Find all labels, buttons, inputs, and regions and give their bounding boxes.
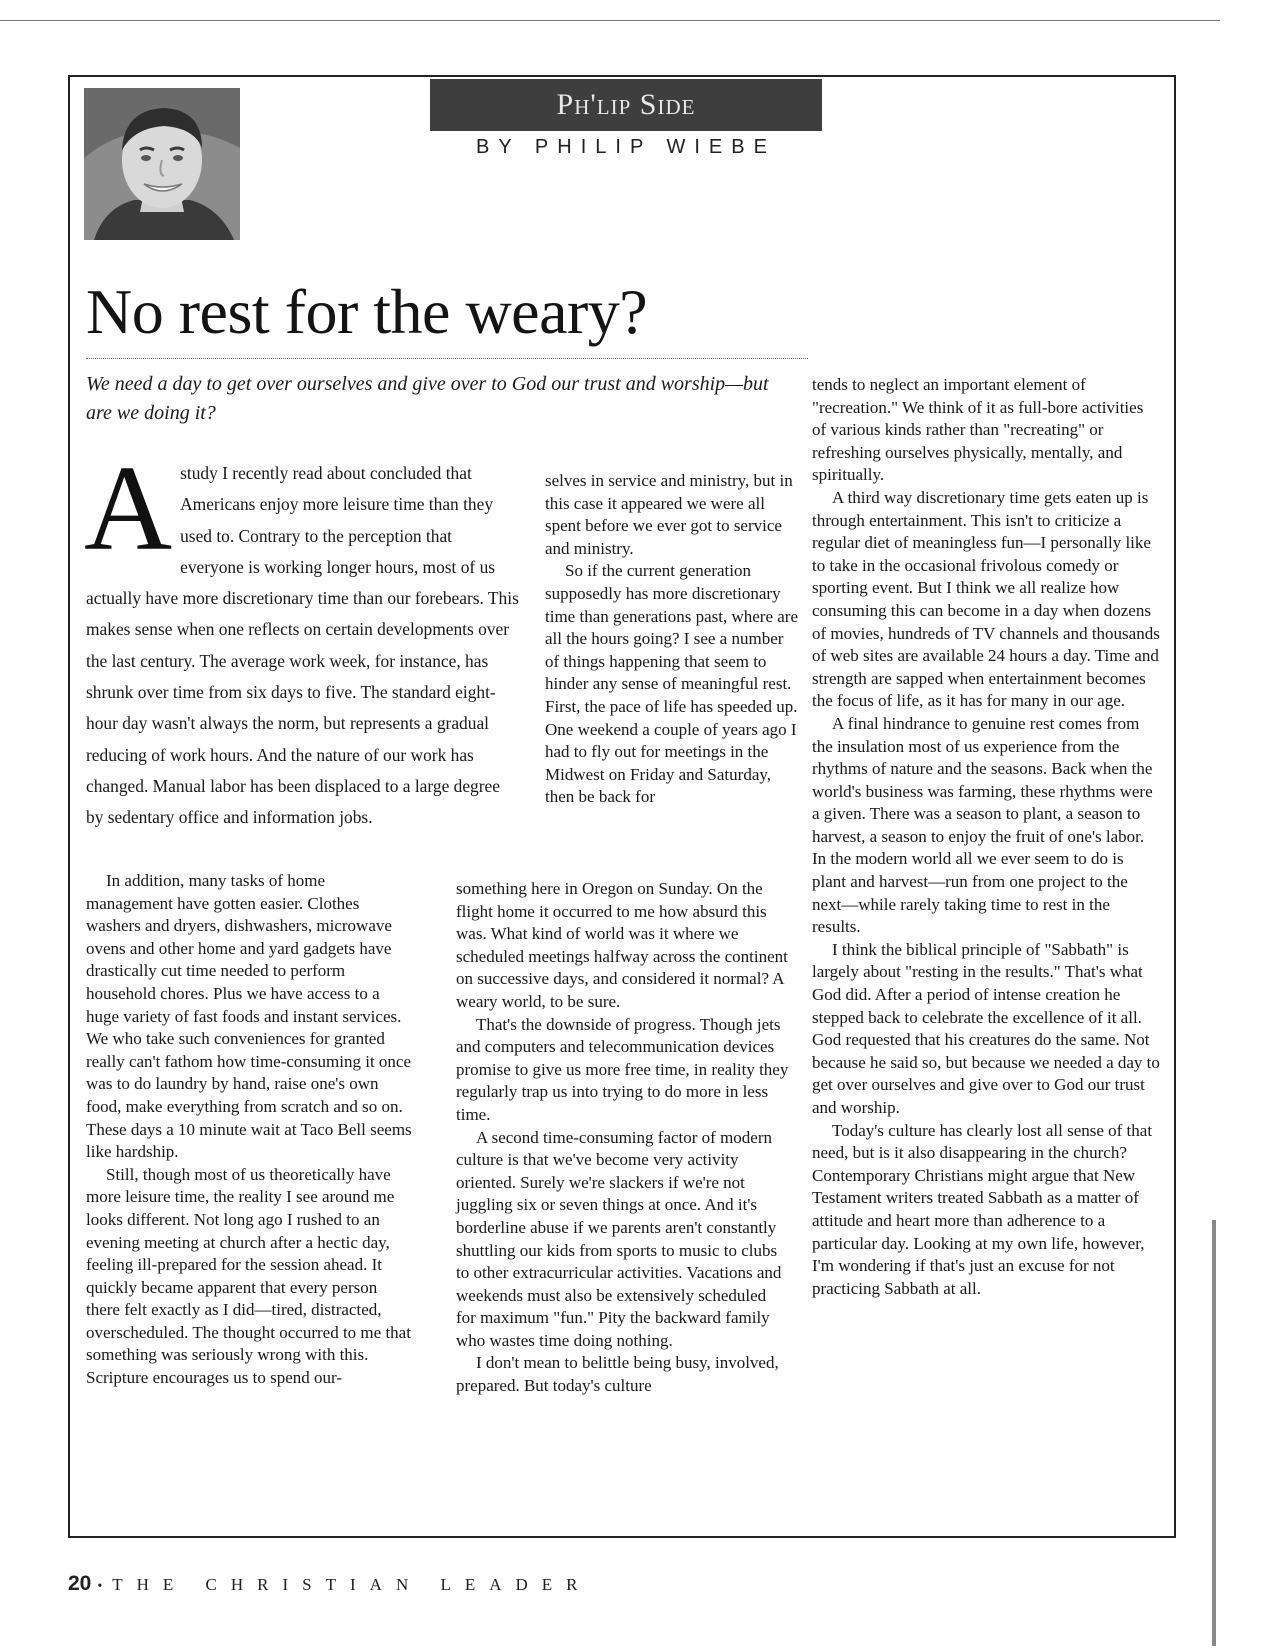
paragraph: Still, though most of us theoretically have more leisure time, the reality I see around me looks different. Not long ago I rushed to an evening meeting at church after a hectic day, feeling ill-prepared for the session ahead. It quickly became apparent that every person there felt exactly as I did—tired, distracted, overscheduled. The thought occurred to me that something was seriously wrong with this. Scripture encourages us to spend our-	[86, 1164, 411, 1388]
deck: We need a day to get over ourselves and give over to God our trust and worship—but are we doing it?	[86, 373, 769, 424]
page-footer	[68, 1572, 592, 1596]
paragraph: A third way discretionary time gets eaten up is through entertainment. This isn't to criticize a regular diet of meaningless fun—I personally like to take in the occasional frivolous comedy or sporting event. But I think we all realize how consuming this can become in a day when dozens of movies, hundreds of TV channels and thousands of web sites are available 24 hours a day. Time and strength are sapped when entertainment becomes the focus of life, as it has for many in our age.	[812, 487, 1160, 711]
paragraph: That's the downside of progress. Though jets and computers and telecommunication devices promise to give us more free time, in reality they regularly trap us into trying to do more in less time.	[456, 1014, 789, 1124]
paragraph: I don't mean to belittle being busy, involved, prepared. But today's culture	[456, 1353, 779, 1396]
author-portrait-icon	[84, 88, 240, 240]
paragraph: selves in service and ministry, but in this case it appeared we were all spent before we ever got to service and ministry.	[545, 471, 793, 558]
scan-edge-shadow	[1212, 1220, 1216, 1646]
dropcap: A	[84, 441, 173, 576]
magazine-name: THE CHRISTIAN LEADER	[112, 1575, 592, 1594]
top-rule	[0, 20, 1220, 21]
column-2-top	[545, 470, 801, 809]
author-photo	[84, 88, 240, 240]
column-1	[86, 870, 412, 1390]
lead-paragraph	[84, 441, 520, 834]
paragraph: something here in Oregon on Sunday. On the flight home it occurred to me how absurd this was. What kind of world was it where we scheduled meetings halfway across the continent on successive days, and considered it normal? A weary world, to be sure.	[456, 879, 788, 1011]
page-number: 20	[68, 1572, 92, 1595]
paragraph: tends to neglect an important element of "recreation." We think of it as full-bore activities of various kinds rather than "recreating" or refreshing ourselves physically, mentally, and spiritually.	[812, 375, 1144, 485]
dotted-divider	[86, 358, 808, 359]
headline: No rest for the weary?	[86, 276, 648, 347]
paragraph: So if the current generation supposedly has more discretionary time than generations past, where are all the hours going? I see a number of things happening that seem to hinder any sense of meaningful rest. First, the pace of life has speeded up. One weekend a couple of years ago I had to fly out for meetings in the Midwest on Friday and Saturday, then be back for	[545, 561, 799, 807]
column-2-bottom	[456, 878, 790, 1398]
byline: BY PHILIP WIEBE	[476, 136, 776, 158]
paragraph: A final hindrance to genuine rest comes from the insulation most of us experience from the rhythms of nature and the seasons. Back when the world's business was farming, these rhythms were a given. There was a season to plant, a season to harvest, a season to enjoy the fruit of one's labor. In the modern world all we ever seem to do is plant and harvest—run from one project to the next—while rarely taking time to rest in the results.	[812, 713, 1153, 937]
paragraph: Today's culture has clearly lost all sense of that need, but is it also disappearing in the church? Contemporary Christians might argue that New Testament writers treated Sabbath as a matter of attitude and heart more than adherence to a particular day. Looking at my own life, however, I'm wondering if that's just an excuse for not practicing Sabbath at all.	[812, 1120, 1153, 1298]
column-3	[812, 374, 1160, 1300]
paragraph: In addition, many tasks of home management have gotten easier. Clothes washers and dryers, dishwashers, microwave ovens and other home and yard gadgets have drastically cut time needed to perform household chores. Plus we have access to a huge variety of fast foods and instant services. We who take such conveniences for granted really can't fathom how time-consuming it once was to do laundry by hand, raise one's own food, make everything from scratch and so on. These days a 10 minute wait at Taco Bell seems like hardship.	[86, 871, 412, 1162]
column-banner: Ph'lip Side	[430, 79, 822, 131]
lead-text: study I recently read about concluded that Americans enjoy more leisure time than they used to. Contrary to the perception that everyone is working longer hours, most of us actually have more discretionary time than our forebears. This makes sense when one reflects on certain developments over the last century. The average work week, for instance, has shrunk over time from six days to five. The standard eight-hour day wasn't always the norm, but represents a gradual reducing of work hours. And the nature of our work has changed. Manual labor has been displaced to a large degree by sedentary office and information jobs.	[86, 463, 519, 828]
footer-bullet: •	[97, 1579, 103, 1594]
paragraph: A second time-consuming factor of modern culture is that we've become very activity oriented. Surely we're slackers if we're not juggling six or seven things at once. And it's borderline abuse if we parents aren't constantly shuttling our kids from sports to music to clubs to other extracurricular activities. Vacations and weekends must also be extensively scheduled for maximum "fun." Pity the backward family who wastes time doing nothing.	[456, 1127, 782, 1350]
paragraph: I think the biblical principle of "Sabbath" is largely about "resting in the results." That's what God did. After a period of intense creation he stepped back to celebrate the excellence of it all. God requested that his creatures do the same. Not because he said so, but because we needed a day to get over ourselves and give over to God our trust and worship.	[812, 939, 1160, 1117]
